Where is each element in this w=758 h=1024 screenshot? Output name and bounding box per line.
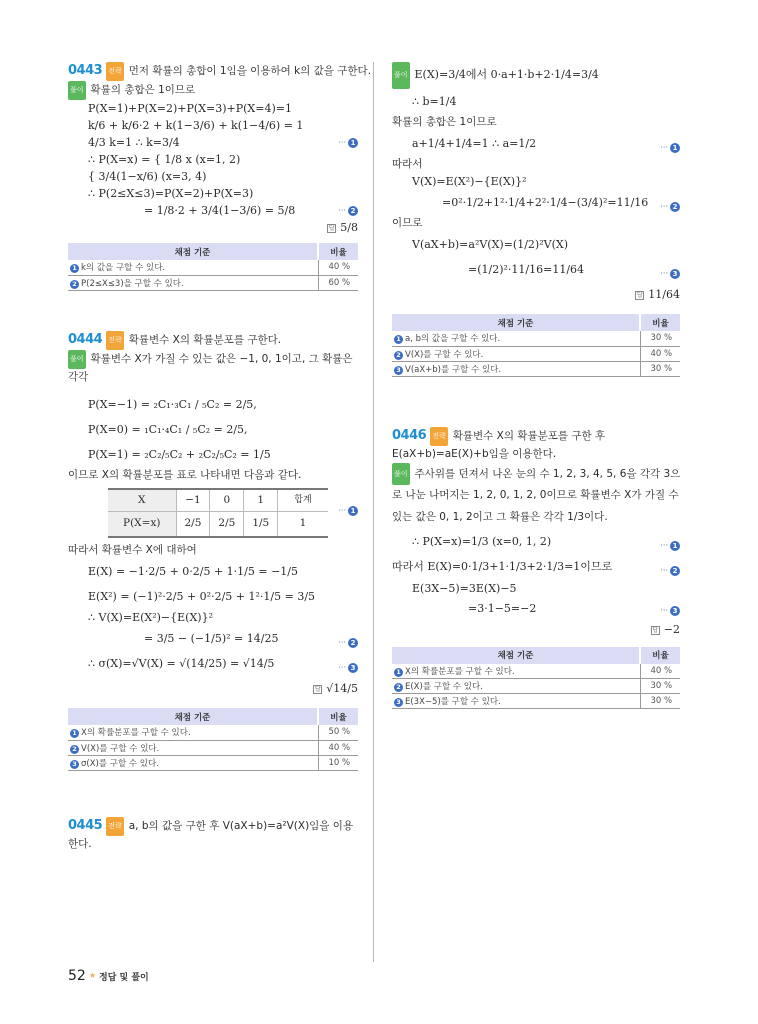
grading-table — [68, 708, 358, 771]
step-circle-icon: 2 — [394, 351, 403, 360]
step-marker-2: ··· 2 — [660, 194, 680, 219]
equation-text: =0²·1/2+1²·1/4+2²·1/4−(3/4)²=11/16 — [442, 196, 649, 209]
solution-line: 따라서 — [392, 158, 423, 170]
grading-row — [392, 679, 680, 694]
dist-header: 합계 — [278, 489, 328, 512]
criterion: V(aX+b)를 구할 수 있다. — [405, 364, 502, 375]
solution-intro — [392, 62, 680, 89]
rate: 40 % — [318, 260, 358, 275]
step-circle-icon: 3 — [394, 698, 403, 707]
solution-line: 있는 값은 0, 1, 2이고 그 확률은 각각 1/3이다. — [392, 510, 608, 523]
problem-0446 — [392, 427, 680, 710]
step-circle-icon: 3 — [670, 606, 680, 616]
equation-line — [392, 554, 680, 579]
grading-row — [68, 740, 358, 755]
equation-line: { 3/4(1−x/6) (x=3, 4) — [88, 170, 207, 183]
answer — [392, 282, 680, 308]
problem-0445-header — [68, 817, 358, 853]
step-circle-icon: 3 — [348, 663, 358, 673]
grading-table — [392, 314, 680, 377]
solution-line: 확률의 총합은 1이므로 — [392, 116, 497, 128]
equation-line: E(X) = −1·2/5 + 0·2/5 + 1·1/5 = −1/5 — [88, 565, 299, 578]
answer-value: 11/64 — [648, 288, 680, 301]
step-marker-1: ··· 1 — [660, 533, 680, 558]
solution-line: 확률의 총합은 1이므로 — [90, 84, 196, 96]
problem-0444 — [68, 331, 358, 771]
dist-cell: P(X=x) — [108, 511, 176, 537]
equation-text: = 3/5 − (−1/5)² = 14/25 — [144, 632, 279, 645]
left-column — [68, 62, 372, 853]
strategy-text: 먼저 확률의 총합이 1임을 이용하여 k의 값을 구한다. — [128, 65, 372, 77]
answer-icon: 답 — [314, 686, 321, 693]
equation-line: E(X²) = (−1)²·2/5 + 0²·2/5 + 1²·1/5 = 3/5 — [88, 590, 316, 603]
equation-line — [392, 529, 680, 554]
solution-badge: 풀이 — [68, 350, 86, 369]
step-circle-icon: 1 — [670, 143, 680, 153]
solution-intro — [392, 463, 680, 485]
step-marker-2: ··· 2 — [660, 558, 680, 583]
grading-header-rate: 비율 — [640, 314, 680, 331]
problem-header — [392, 427, 680, 446]
equation-line — [392, 599, 680, 619]
equation-line — [392, 257, 680, 282]
equation-line: E(3X−5)=3E(X)−5 — [412, 581, 517, 595]
step-marker-3: ··· 3 — [660, 261, 680, 286]
right-column — [392, 62, 680, 709]
grading-row — [68, 275, 358, 290]
solution-line: 이므로 X의 확률분포를 표로 나타내면 다음과 같다. — [68, 468, 302, 481]
step-circle-icon: 1 — [394, 335, 403, 344]
step-circle-icon: 1 — [348, 138, 358, 148]
star-icon: ★ — [88, 971, 96, 980]
strategy-badge: 전략 — [106, 817, 124, 836]
strategy-badge: 전략 — [430, 427, 448, 446]
step-circle-icon: 2 — [670, 202, 680, 212]
solution-line: 확률변수 X가 가질 수 있는 값은 −1, 0, 1이고, 그 확률은 — [90, 352, 353, 365]
dist-header: −1 — [176, 489, 210, 512]
equation-text: ∴ P(X=x)=1/3 (x=0, 1, 2) — [412, 534, 552, 548]
step-circle-icon: 3 — [70, 760, 79, 769]
step-marker-1: ··· 1 — [338, 502, 358, 519]
answer-icon: 답 — [328, 225, 335, 232]
dist-cell: 1 — [278, 511, 328, 537]
equation-line: P(X=0) = ₁C₁·₄C₁ / ₅C₂ = 2/5, — [88, 422, 248, 436]
grading-row — [68, 755, 358, 770]
grading-table — [392, 647, 680, 710]
criterion: P(2≤X≤3)을 구할 수 있다. — [81, 278, 184, 289]
step-marker-3: ··· 3 — [660, 601, 680, 621]
strategy-badge: 전략 — [106, 331, 124, 350]
problem-header — [68, 62, 372, 81]
grading-row — [392, 694, 680, 709]
step-marker-1: ··· 1 — [338, 134, 358, 151]
criterion: E(3X−5)를 구할 수 있다. — [405, 697, 501, 707]
grading-row — [392, 361, 680, 376]
equation-line: ∴ P(2≤X≤3)=P(X=2)+P(X=3) — [88, 187, 254, 200]
equation-text: 따라서 E(X)=0·1/3+1·1/3+2·1/3=1이므로 — [392, 559, 613, 573]
criterion: V(X)를 구할 수 있다. — [405, 349, 484, 360]
solution-intro — [68, 81, 358, 100]
step-circle-icon: 2 — [348, 638, 358, 648]
spacer — [68, 291, 358, 331]
equation-line: ∴ b=1/4 — [412, 95, 457, 108]
equation-line: V(aX+b)=a²V(X)=(1/2)²V(X) — [412, 238, 568, 251]
step-circle-icon: 1 — [670, 541, 680, 551]
dist-header: 1 — [244, 489, 278, 512]
rate: 30 % — [640, 331, 680, 346]
solution-line: 로 나눈 나머지는 1, 2, 0, 1, 2, 0이므로 확률변수 X가 가질 수 — [392, 488, 679, 501]
grading-header-criterion: 채점 기준 — [392, 314, 640, 331]
spacer — [68, 771, 358, 817]
grading-row — [392, 664, 680, 679]
answer-value: −2 — [663, 622, 680, 636]
grading-row — [68, 260, 358, 275]
step-circle-icon: 1 — [70, 729, 79, 738]
problem-number: 0446 — [392, 427, 427, 443]
problem-number: 0443 — [68, 63, 103, 78]
problem-number: 0445 — [68, 817, 103, 833]
equation-line — [392, 131, 680, 156]
grading-row — [392, 346, 680, 361]
rate: 30 % — [640, 361, 680, 376]
page-number: 52 — [68, 968, 86, 984]
grading-header-rate: 비율 — [318, 243, 358, 260]
spacer — [392, 377, 680, 427]
footer-label: 정답 및 풀이 — [99, 973, 149, 983]
strategy-badge: 전략 — [106, 62, 124, 81]
strategy-text: 확률변수 X의 확률분포를 구한다. — [128, 333, 282, 346]
answer-icon: 답 — [652, 626, 659, 634]
column-divider — [373, 62, 374, 962]
grading-header-rate: 비율 — [640, 647, 680, 664]
solution-badge: 풀이 — [392, 62, 410, 89]
criterion: V(X)를 구할 수 있다. — [81, 743, 160, 754]
strategy-text: E(aX+b)=aE(X)+b임을 이용한다. — [392, 447, 557, 460]
step-circle-icon: 2 — [70, 745, 79, 754]
solution-intro — [68, 350, 358, 369]
equation-text: a+1/4+1/4=1 ∴ a=1/2 — [412, 137, 537, 150]
strategy-text: a, b의 값을 구한 후 V(aX+b)=a²V(X)임을 이용 — [128, 819, 354, 832]
criterion: k의 값을 구할 수 있다. — [81, 263, 166, 274]
answer-value: √14/5 — [326, 682, 358, 695]
rate: 30 % — [640, 694, 680, 709]
distribution-table — [108, 488, 328, 539]
step-circle-icon: 2 — [670, 566, 680, 576]
equation-line: P(X=−1) = ₂C₁·₃C₁ / ₅C₂ = 2/5, — [88, 397, 257, 411]
equation-text: ∴ σ(X)=√V(X) = √(14/25) = √14/5 — [88, 657, 275, 670]
grading-header-criterion: 채점 기준 — [68, 243, 318, 260]
dist-cell: 1/5 — [244, 511, 278, 537]
step-marker-2: ··· 2 — [338, 202, 358, 219]
step-marker-2: ··· 2 — [338, 630, 358, 655]
equation-text: =3·1−5=−2 — [468, 601, 537, 615]
solution-line: 주사위를 던져서 나온 눈의 수 1, 2, 3, 4, 5, 6을 각각 3으 — [414, 467, 681, 480]
problem-header — [68, 331, 358, 350]
step-circle-icon: 2 — [70, 280, 79, 289]
answer-icon: 답 — [636, 292, 643, 299]
criterion: X의 확률분포를 구할 수 있다. — [81, 728, 191, 739]
equation-line — [392, 190, 680, 215]
solution-line: 따라서 확률변수 X에 대하여 — [68, 544, 197, 556]
answer — [68, 219, 358, 237]
equation-text: E(X)=3/4에서 0·a+1·b+2·1/4=3/4 — [414, 68, 599, 81]
solution-badge: 풀이 — [68, 81, 86, 100]
dist-cell: 2/5 — [176, 511, 210, 537]
equation-line — [68, 202, 358, 219]
rate: 40 % — [640, 346, 680, 361]
answer — [392, 619, 680, 641]
dist-cell: 2/5 — [210, 511, 244, 537]
equation-text: 4/3 k=1 ∴ k=3/4 — [88, 136, 180, 149]
criterion: E(X)를 구할 수 있다. — [405, 682, 483, 692]
solution-badge: 풀이 — [392, 463, 410, 485]
problem-0445-solution — [392, 62, 680, 377]
answer — [68, 676, 358, 702]
equation-line: P(X=1)+P(X=2)+P(X=3)+P(X=4)=1 — [88, 102, 292, 115]
solution-line: 이므로 — [392, 217, 423, 229]
solution-line: 각각 — [68, 370, 89, 383]
equation-line: ∴ P(X=x) = { 1/8 x (x=1, 2) — [88, 153, 241, 166]
rate: 40 % — [640, 664, 680, 679]
step-circle-icon: 3 — [670, 269, 680, 279]
criterion: X의 확률분포를 구할 수 있다. — [405, 666, 515, 677]
step-marker-1: ··· 1 — [660, 135, 680, 160]
criterion: σ(X)를 구할 수 있다. — [81, 758, 159, 769]
dist-header: X — [108, 489, 176, 512]
distribution-table-wrap — [68, 488, 358, 539]
strategy-text: 한다. — [68, 837, 92, 850]
page-footer — [68, 968, 149, 984]
grading-row — [68, 725, 358, 740]
grading-header-criterion: 채점 기준 — [68, 708, 318, 725]
answer-value: 5/8 — [340, 221, 358, 234]
problem-0443 — [68, 62, 372, 291]
equation-text: = 1/8·2 + 3/4(1−3/6) = 5/8 — [144, 204, 296, 217]
criterion: a, b의 값을 구할 수 있다. — [405, 334, 501, 345]
step-circle-icon: 1 — [70, 264, 79, 273]
step-marker-3: ··· 3 — [338, 655, 358, 680]
equation-line: V(X)=E(X²)−{E(X)}² — [412, 175, 527, 188]
step-circle-icon: 1 — [348, 506, 358, 516]
equation-text: =(1/2)²·11/16=11/64 — [468, 263, 585, 276]
rate: 60 % — [318, 275, 358, 290]
grading-header-criterion: 채점 기준 — [392, 647, 640, 664]
equation-line: P(X=1) = ₂C₂/₅C₂ + ₂C₂/₅C₂ = 1/5 — [88, 447, 271, 461]
rate: 10 % — [318, 755, 358, 770]
grading-header-rate: 비율 — [318, 708, 358, 725]
equation-line: k/6 + k/6·2 + k(1−3/6) + k(1−4/6) = 1 — [88, 119, 304, 132]
equation-line: ∴ V(X)=E(X²)−{E(X)}² — [88, 611, 213, 624]
grading-row — [392, 331, 680, 346]
equation-line — [68, 134, 358, 151]
equation-line — [68, 651, 358, 676]
rate: 40 % — [318, 740, 358, 755]
problem-number: 0444 — [68, 331, 103, 347]
grading-table — [68, 243, 358, 291]
step-circle-icon: 1 — [394, 668, 403, 677]
step-circle-icon: 2 — [348, 206, 358, 216]
problem-header — [68, 817, 358, 836]
strategy-text: 확률변수 X의 확률분포를 구한 후 — [452, 429, 606, 442]
step-circle-icon: 2 — [394, 683, 403, 692]
rate: 30 % — [640, 679, 680, 694]
rate: 50 % — [318, 725, 358, 740]
dist-header: 0 — [210, 489, 244, 512]
step-circle-icon: 3 — [394, 366, 403, 375]
equation-line — [68, 626, 358, 651]
